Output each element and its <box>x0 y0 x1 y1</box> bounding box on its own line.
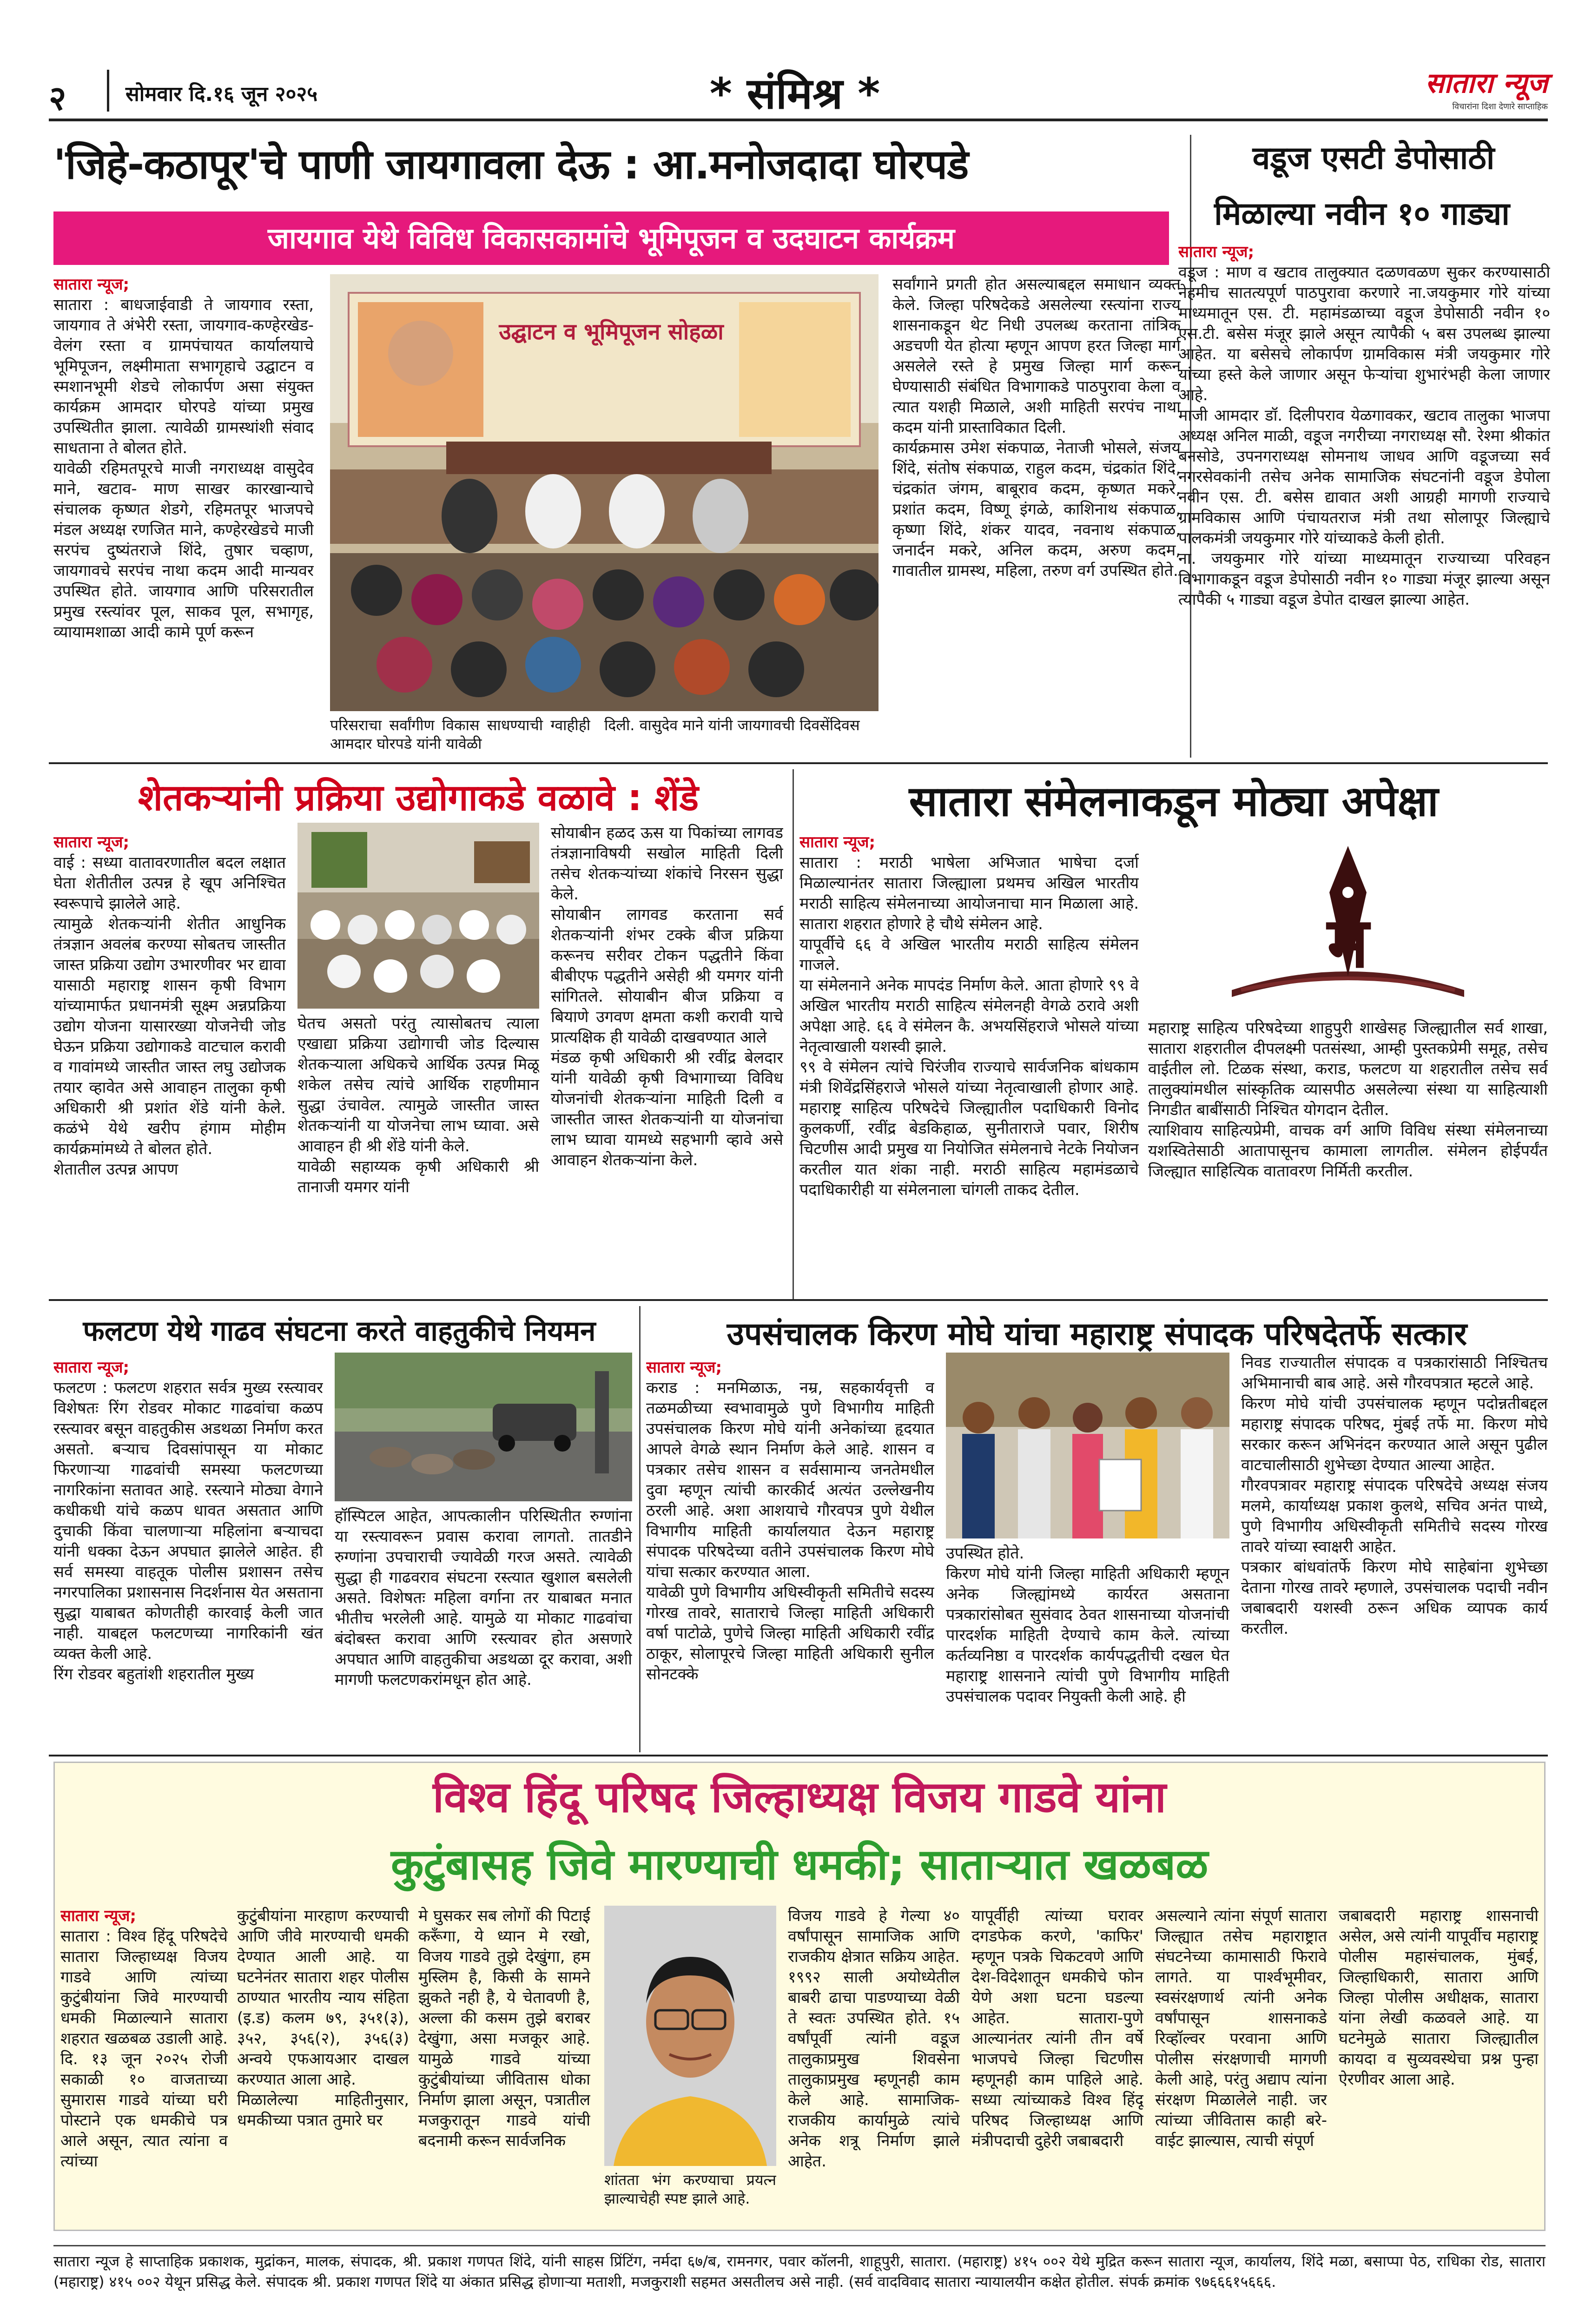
story1-byline: सातारा न्यूज; <box>53 275 130 294</box>
story4-headline: सातारा संमेलनाकडून मोठ्या अपेक्षा <box>909 777 1439 826</box>
story2-headline-2: मिळाल्या नवीन १० गाड्या <box>1214 196 1510 232</box>
story6-col3 <box>1241 1353 1548 1752</box>
story7-col3 <box>418 1906 590 2226</box>
section-title: * संमिश्र * <box>709 69 880 119</box>
story7-byline: सातारा न्यूज; <box>60 1907 137 1925</box>
story1-col1 <box>53 274 314 762</box>
farmers-meeting-drawing <box>297 823 539 1009</box>
story2-body-text: वडूज : माण व खटाव तालुक्यात दळणवळण सुकर करण्यासाठी नेहमीच सातत्यपूर्ण पाठपुरावा करणारे ना.जयकुमार गोरे यांच्या माध्यमातून एस. टी. महामंडळाच्या वडूज डेपोसाठी नवीन १० एस.टी. बसेस मंजूर झाले असून त्यापैकी ५ बस उपलब्ध झाल्या आहेत. या बसेसचे लोकार्पण ग्रामविकास मंत्री जयकुमार गोरे यांच्या हस्ते केले जाणार असून फेऱ्यांचा शुभारंभही केला जाणार आहे. माजी आमदार डॉ. दिलीपराव येळगावकर, खटाव तालुका भाजपा अध्यक्ष अनिल माळी, वडूज नगरीच्या नगराध्यक्ष सौ. रेश्मा श्रीकांत बनसोडे, उपनगराध्यक्ष सोमनाथ जाधव आणि वडूजच्या सर्व नगरसेवकांनी तसेच अनेक सामाजिक संघटनांनी वडूज डेपोला नवीन एस. टी. बसेस द्यावात अशी आग्रही मागणी राज्याचे ग्रामविकास आणि पंचायतराज मंत्री तथा सोलापूर जिल्ह्याचे पालकमंत्री जयकुमार गोरे यांच्याकडे केली होती. ना. जयकुमार गोरे यांच्या माध्यमातून राज्याच्या परिवहन विभागाकडून वडूज डेपोसाठी नवीन १० गाड्या मंजूर झाल्या असून त्यापैकी ५ गाड्या वडूज डेपोत दाखल झाल्या आहेत. <box>1178 263 1550 609</box>
story3-col1 <box>53 832 286 1301</box>
story6-col1-text: कराड : मनमिळाऊ, नम्र, सहकार्यवृत्ती व तळमळीच्या स्वभावामुळे पुणे विभागीय माहिती उपसंचालक किरण मोघे यांनी अनेकांच्या हृदयात आपले वेगळे स्थान निर्माण केले आहे. शासन व पत्रकार तसेच शासन व सर्वसामान्य जनतेमधील दुवा म्हणून त्यांची कारकीर्द अत्यंत उल्लेखनीय ठरली आहे. अशा आशयाचे गौरवपत्र पुणे येथील विभागीय माहिती कार्यालयात देऊन महाराष्ट्र संपादक परिषदेच्या वतीने उपसंचालक किरण मोघे यांचा सत्कार करण्यात आला. यावेळी पुणे विभागीय अधिस्वीकृती समितीचे सदस्य गोरख तावरे, साताराचे जिल्हा माहिती अधिकारी वर्षा पाटोळे, पुणेचे जिल्हा माहिती अधिकारी रवींद्र ठाकूर, सोलापूरचे जिल्हा माहिती अधिकारी सुनील सोनटक्के <box>646 1379 934 1684</box>
story3-byline: सातारा न्यूज; <box>53 833 130 852</box>
story6-byline: सातारा न्यूज; <box>646 1358 722 1377</box>
photo-banner-text: उद्घाटन व भूमिपूजन सोहळा <box>499 319 724 345</box>
felicitation-photo-drawing <box>946 1353 1229 1538</box>
story5-col1-text: फलटण : फलटण शहरात सर्वत्र मुख्य रस्त्यावर विशेषतः रिंग रोडवर मोकाट गाढवांचा कळप रस्त्यावर बसून वाहतुकीस अडथळा निर्माण करत असतो. बऱ्याच दिवसांपासून या मोकाट फिरणाऱ्या गाढवांची समस्या फलटणच्या नागरिकांना सतावत आहे. रस्त्याने मोठ्या वेगाने कधीकधी यांचे कळप धावत असतात आणि दुचाकी किंवा चालणाऱ्या महिलांना बऱ्याचदा यांनी धक्का देऊन अपघात झालेले आहेत. ही सर्व समस्या वाहतूक पोलीस प्रशासन तसेच नगरपालिका प्रशासनास निदर्शनास येत असताना सुद्धा याबाबत कोणतीही कारवाई केली जात नाही. याबद्दल फलटणच्या नागरिकांनी खंत व्यक्त केली आहे. रिंग रोडवर बहुतांशी शहरातील मुख्य <box>53 1379 323 1684</box>
story7-photo-caption: शांतता भंग करण्याचा प्रयत्न झाल्याचेही स्पष्ट झाले आहे. <box>604 2171 776 2207</box>
story7-col6 <box>1155 1906 1327 2226</box>
story1-caption-right: दिली. वासुदेव माने यांनी जायगावची दिवसेंदिवस <box>604 716 860 734</box>
story4-col1-text: सातारा : मराठी भाषेला अभिजात भाषेचा दर्जा मिळाल्यानंतर सातारा जिल्ह्याला प्रथमच अखिल भारतीय मराठी साहित्य संमेलनाच्या आयोजनाचा मान मिळाला आहे. सातारा शहरात होणारे हे चौथे संमेलन आहे. यापूर्वीचे ६६ वे अखिल भारतीय मराठी साहित्य संमेलन गाजले. या संमेलनाने अनेक मापदंड निर्माण केले. आता होणारे ९९ वे अखिल भारतीय मराठी साहित्य संमेलनही वेगळे ठरावे अशी अपेक्षा आहे. ६६ वे संमेलन कै. अभयसिंहराजे भोसले यांच्या नेतृत्वाखाली यशस्वी झाले. ९९ वे संमेलन त्यांचे चिरंजीव राज्याचे सार्वजनिक बांधकाम मंत्री शिवेंद्रसिंहराजे भोसले यांच्या नेतृत्वाखाली होणार आहे. महाराष्ट्र साहित्य परिषदेचे जिल्ह्यातील पदाधिकारी विनोद कुलकर्णी, रवींद्र बेडकिहाळ, सुनीताराजे पवार, शिरीष चिटणीस आदी प्रमुख या नियोजित संमेलनाचे नेटके नियोजन करतील यात शंका नाही. मराठी साहित्य महामंडळाचे पदाधिकारीही या संमेलनाला चांगली ताकद देतील. <box>799 853 1139 1199</box>
story1-caption-left: परिसराचा सर्वांगीण विकास साधण्याची ग्वाहीही आमदार घोरपडे यांनी यावेळी <box>330 716 590 753</box>
column-rule-2 <box>793 769 794 1299</box>
story7-col5 <box>971 1906 1143 2226</box>
story6-col2-text: उपस्थित होते. किरण मोघे यांनी जिल्हा माहिती अधिकारी म्हणून अनेक जिल्ह्यांमध्ये कार्यरत असताना पत्रकारांसोबत सुसंवाद ठेवत शासनाच्या योजनांची पारदर्शक माहिती देण्याचे काम केले. त्यांच्या कर्तव्यनिष्ठा व पारदर्शक कार्यपद्धतीची दखल घेत महाराष्ट्र शासनाने त्यांची पुणे विभागीय माहिती उपसंचालक पदावर नियुक्ती केली आहे. ही <box>946 1544 1229 1706</box>
masthead-rule <box>49 119 1548 121</box>
story7-headline-2: कुटुंबासह जिवे मारण्याची धमकी; साताऱ्यात खळबळ <box>390 1840 1209 1889</box>
section-rule-1 <box>49 762 1548 764</box>
logo-text: सातारा न्यूज <box>1425 67 1548 99</box>
story3-col3-text: सोयाबीन हळद ऊस या पिकांच्या लागवड तंत्रज्ञानाविषयी सखोल माहिती दिली तसेच शेतकऱ्यांच्या शंकांचे निरसन सुद्धा केले. सोयाबीन लागवड करताना सर्व शेतकऱ्यांनी शंभर टक्के बीज प्रक्रिया करूनच सरीवर टोकन पद्धतीने किंवा बीबीएफ पद्धतीने असेही श्री यमगर यांनी सांगितले. सोयाबीन बीज प्रक्रिया व बियाणे उगवण क्षमता कशी करावी याचे प्रात्यक्षिक ही यावेळी दाखवण्यात आले मंडळ कृषी अधिकारी श्री रवींद्र बेलदार यांनी यावेळी कृषी विभागाच्या विविध योजनांची शेतकऱ्यांना माहिती दिली व जास्तीत जास्त शेतकऱ्यांनी या योजनांचा लाभ घ्यावा यामध्ये सहभागी व्हावे असे आवाहन शेतकऱ्यांना केले. <box>551 824 783 1169</box>
logo-tagline: विचारांना दिशा देणारे साप्ताहिक <box>1452 102 1548 112</box>
story5-photo <box>335 1353 632 1501</box>
story6-col2 <box>946 1543 1229 1752</box>
story1-headline: 'जिहे-कठापूर'चे पाणी जायगावला देऊ : आ.मनोजदादा घोरपडे <box>53 140 969 188</box>
story7-col7-text: जबाबदारी महाराष्ट्र शासनाची असेल, असे त्यांनी यापूर्वीच महाराष्ट्र पोलीस महासंचालक, मुंबई, जिल्हाधिकारी, सातारा आणि जिल्हा पोलीस अधीक्षक, सातारा यांना लेखी कळवले आहे. या घटनेमुळे सातारा जिल्ह्यातील कायदा व सुव्यवस्थेचा प्रश्न पुन्हा ऐरणीवर आला आहे. <box>1339 1907 1539 2089</box>
story2-headline-1: वडूज एसटी डेपोसाठी <box>1252 140 1495 177</box>
story5-col2-text: हॉस्पिटल आहेत, आपत्कालीन परिस्थितीत रुग्णांना या रस्त्यावरून प्रवास करावा लागतो. तातडीने रुग्णांना उपचाराची ज्यावेळी गरज असते. त्यावेळी सुद्धा ही गाढवराव संघटना रस्त्यात खुशाल बसलेली असते. विशेषतः महिला वर्गाना तर याबाबत मनात भीतीच भरलेली आहे. यामुळे या मोकाट गाढवांचा बंदोबस्त करावा आणि रस्त्यावर होत असणारे अपघात आणि वाहतुकीचा अडथळा दूर करावा, अशी मागणी फलटणकरांमधून होत आहे. <box>335 1507 632 1689</box>
masthead <box>0 0 1592 121</box>
story6-headline: उपसंचालक किरण मोघे यांचा महाराष्ट्र संपादक परिषदेतर्फे सत्कार <box>727 1316 1467 1353</box>
story1-col1-text: सातारा : बाधजाईवाडी ते जायगाव रस्ता, जायगाव ते अंभेरी रस्ता, जायगाव-कण्हेरखेड- वेलंग रस्ता व ग्रामपंचायत कार्यालयाचे भूमिपूजन, लक्ष्मीमाता सभागृहाचे उद्घाटन व स्मशानभूमी शेडचे लोकार्पण असा संयुक्त कार्यक्रम आमदार घोरपडे यांच्या प्रमुख उपस्थितीत झाला. त्यावेळी ग्रामस्थांशी संवाद साधताना ते बोलत होते. यावेळी रहिमतपूरचे माजी नगराध्यक्ष वासुदेव माने, खटाव- माण साखर कारखान्याचे संचालक कृष्णत शेडगे, रहिमतपूर भाजपचे मंडल अध्यक्ष रणजित माने, कण्हेरखेडचे माजी सरपंच दुष्यंतराजे शिंदे, तुषार चव्हाण, जायगावचे सरपंच नाथा कदम आदी मान्यवर उपस्थित होते. जायगाव आणि परिसरातील प्रमुख रस्त्यांवर पूल, साकव पूल, सभागृह, व्यायामशाळा आदी कामे पूर्ण करून <box>53 296 314 641</box>
sahitya-logo <box>1148 837 1548 1013</box>
issue-date: सोमवार दि.१६ जून २०२५ <box>126 82 318 106</box>
donkeys-on-road-drawing <box>335 1353 632 1501</box>
story3-col3 <box>551 823 783 1301</box>
story1-photo <box>330 274 879 711</box>
story2-body <box>1178 242 1550 762</box>
story7-col6-text: असल्याने त्यांना संपूर्ण सातारा जिल्ह्यात तसेच महाराष्ट्रात संघटनेच्या कामासाठी फिरावे लागते. या पार्श्वभूमीवर, स्वसंरक्षणार्थ त्यांनी अनेक वर्षांपासून शासनाकडे रिव्हॉल्वर परवाना आणि पोलीस संरक्षणाची मागणी केली आहे, परंतु अद्याप त्यांना संरक्षण मिळालेले नाही. जर त्यांच्या जीवितास काही बरे-वाईट झाल्यास, त्याची संपूर्ण <box>1155 1907 1327 2150</box>
section-rule-3 <box>49 1755 1548 1756</box>
story6-photo <box>946 1353 1229 1538</box>
story5-col2 <box>335 1506 632 1752</box>
story4-col2 <box>1148 1018 1548 1301</box>
story3-photo <box>297 823 539 1009</box>
story3-col1-text: वाई : सध्या वातावरणातील बदल लक्षात घेता शेतीतील उत्पन्न हे खूप अनिश्चित स्वरूपाचे झालेले आहे. त्यामुळे शेतकऱ्यांनी शेतीत आधुनिक तंत्रज्ञान अवलंब करण्या सोबतच जास्तीत जास्त प्रक्रिया उद्योग उभारणीवर भर द्यावा यासाठी महाराष्ट्र शासन कृषी विभाग यांच्यामार्फत प्रधानमंत्री सूक्ष्म अन्नप्रक्रिया उद्योग योजना यासारख्या योजनेची जोड घेऊन प्रक्रिया उद्योगाकडे वाटचाल करावी व गावांमध्ये जास्तीत जास्त लघु उद्योजक तयार व्हावेत असे आवाहन तालुका कृषी अधिकारी श्री प्रशांत शेंडे यांनी केले. कळंभे येथे खरीप हंगाम मोहीम कार्यक्रमांमध्ये ते बोलत होते. शेतातील उत्पन्न आपण <box>53 853 286 1179</box>
vijay-gadve-portrait <box>604 1906 776 2166</box>
logo <box>1334 63 1548 112</box>
story4-col1 <box>799 832 1139 1301</box>
story5-byline: सातारा न्यूज; <box>53 1358 130 1377</box>
story7-col1 <box>60 1906 228 2226</box>
story6-col3-text: निवड राज्यातील संपादक व पत्रकारांसाठी निश्चितच अभिमानाची बाब आहे. असे गौरवपत्रात म्हटले आहे. किरण मोघे यांची उपसंचालक म्हणून पदोन्नतीबद्दल महाराष्ट्र संपादक परिषद, मुंबई तर्फे मा. किरण मोघे सरकार करून अभिनंदन करण्यात आले असून पुढील वाटचालीसाठी शुभेच्छा देण्यात आल्या आहेत. गौरवपत्रावर महाराष्ट्र संपादक परिषदेचे अध्यक्ष संजय मलमे, कार्याध्यक्ष प्रकाश कुलथे, सचिव अनंत पाध्ये, पुणे विभागीय अधिस्वीकृती समितीचे सदस्य गोरख तावरे यांच्या स्वाक्षरी आहेत. पत्रकार बांधवांतर्फे किरण मोघे साहेबांना शुभेच्छा देताना गोरख तावरे म्हणाले, उपसंचालक पदाची नवीन जबाबदारी यशस्वी ठरून अधिक व्यापक कार्य करतील. <box>1241 1353 1548 1638</box>
logo-letter: म <box>1327 903 1369 984</box>
story7-col4-text: विजय गाडवे हे गेल्या ४० वर्षांपासून सामाजिक आणि राजकीय क्षेत्रात सक्रिय आहेत. १९९२ साली अयोध्येतील बाबरी ढाचा पाडण्याच्या वेळी ते स्वतः उपस्थित होते. १५ वर्षांपूर्वी त्यांनी वडूज तालुकाप्रमुख शिवसेना तालुकाप्रमुख म्हणूनही काम केले आहे. सामाजिक-राजकीय कार्यामुळे त्यांचे अनेक शत्रू निर्माण झाले आहेत. <box>788 1907 960 2171</box>
story7-headline-1: विश्व हिंदू परिषद जिल्हाध्यक्ष विजय गाडवे यांना <box>433 1772 1166 1822</box>
story1-subhead: जायगाव येथे विविध विकासकामांचे भूमिपूजन व उदघाटन कार्यक्रम <box>53 211 1169 265</box>
section-rule-2 <box>49 1299 1548 1301</box>
story5-col1 <box>53 1357 323 1752</box>
story7-col2-text: कुटुंबीयांना मारहाण करण्याची आणि जीवे मारण्याची धमकी देण्यात आली आहे. या घटनेनंतर सातारा शहर पोलीस ठाण्यात भारतीय न्याय संहिता (इ.ड) कलम ७९, ३५१(३), ३५२, ३५६(२), ३५६(३) अन्वये एफआयआर दाखल करण्यात आला आहे. मिळालेल्या माहितीनुसार, धमकीच्या पत्रात तुमारे घर <box>237 1907 409 2130</box>
story3-col2 <box>297 1013 539 1301</box>
story6-col1 <box>646 1357 934 1752</box>
story7-col5-text: यापूर्वीही त्यांच्या घरावर दगडफेक करणे, 'काफिर' म्हणून पत्रके चिकटवणे आणि देश-विदेशातून धमकीचे फोन येणे अशा घटना घडल्या आहेत. सातारा-पुणे आल्यानंतर त्यांनी तीन वर्षे भाजपचे जिल्हा चिटणीस म्हणूनही काम पाहिले आहे. सध्या त्यांच्याकडे विश्व हिंदू परिषद जिल्हाध्यक्ष आणि मंत्रीपदाची दुहेरी जबाबदारी <box>971 1907 1143 2150</box>
story1-col2 <box>892 274 1181 762</box>
story4-col2-text: महाराष्ट्र साहित्य परिषदेच्या शाहुपुरी शाखेसह जिल्ह्यातील सर्व शाखा, सातारा शहरातील दीपलक्ष्मी पतसंस्था, आम्ही पुस्तकप्रेमी समूह, तसेच वाईतील लो. टिळक संस्था, कराड, फलटण या शहरातील तसेच सर्व तालुक्यांमधील सांस्कृतिक व्यासपीठ असलेल्या संस्था या साहित्याशी निगडीत बाबींसाठी निश्चित योगदान देतील. त्याशिवाय साहित्यप्रेमी, वाचक वर्ग आणि विविध संस्था संमेलनाच्या यशस्वितेसाठी आतापासूनच कामाला लागतील. संमेलन होईपर्यंत जिल्ह्यात साहित्यिक वातावरण निर्मिती करतील. <box>1148 1019 1548 1181</box>
story3-headline: शेतकऱ्यांनी प्रक्रिया उद्योगाकडे वळावे : शेंडे <box>138 777 699 819</box>
story7-col4 <box>788 1906 960 2226</box>
story2-byline: सातारा न्यूज; <box>1178 243 1255 261</box>
story7-col2 <box>237 1906 409 2226</box>
story7-col7 <box>1339 1906 1539 2226</box>
story7-col3-text: मे घुसकर सब लोगों की पिटाई करूँगा, ये ध्यान मे रखो, विजय गाडवे तुझे देखुंगा, हम मुस्लिम है, किसी के सामने झुकते नही है, ये चेतावणी है, अल्ला की कसम तुझे बराबर देखुंगा, असा मजकूर आहे. यामुळे गाडवे यांच्या कुटुंबीयांच्या जीवितास धोका निर्माण झाला असून, पत्रातील मजकुरातून गाडवे यांची बदनामी करून सार्वजनिक <box>418 1907 590 2150</box>
imprint-marathi: सातारा न्यूज हे साप्ताहिक प्रकाशक, मुद्रांकन, मालक, संपादक, श्री. प्रकाश गणपत शिंदे, यांनी साहस प्रिंटिंग, नर्मदा ६७/ब, रामनगर, पवार कॉलनी, शाहूपुरी, सातारा. (महाराष्ट्र) ४१५ ००२ येथे मुद्रित करून सातारा न्यूज, कार्यालय, शिंदे मळा, बसाप्पा पेठ, राधिका रोड, सातारा (महाराष्ट्र) ४१५ ००२ येथून प्रसिद्ध केले. संपादक श्री. प्रकाश गणपत शिंदे या अंकात प्रसिद्ध होणाऱ्या मताशी, मजकुराशी सहमत असतीलच असे नाही. (सर्व वादविवाद सातारा न्यायालयीन कक्षेत होतील. संपर्क क्रमांक ९७६६६१५६६६. <box>53 2245 1546 2319</box>
story3-col2-text: घेतच असतो परंतु त्यासोबतच त्याला एखाद्या प्रक्रिया उद्योगाची जोड दिल्यास शेतकऱ्याला अधिकचे आर्थिक उत्पन्न मिळू शकेल तसेच त्यांचे आर्थिक राहणीमान सुद्धा उंचावेल. त्यामुळे जास्तीत जास्त शेतकऱ्यांनी या योजनेचा लाभ घ्यावा. असे आवाहन ही श्री शेंडे यांनी केले. यावेळी सहाय्यक कृषी अधिकारी श्री तानाजी यमगर यांनी <box>297 1014 539 1196</box>
page-number: २ <box>49 79 66 118</box>
story5-headline: फलटण येथे गाढव संघटना करते वाहतुकीचे नियमन <box>83 1315 596 1347</box>
story1-col2-text: सर्वांगाने प्रगती होत असल्याबद्दल समाधान व्यक्त केले. जिल्हा परिषदेकडे असलेल्या रस्त्यांना राज्य शासनाकडून थेट निधी उपलब्ध करताना तांत्रिक अडचणी येत होत्या म्हणून आपण हरत जिल्हा मार्ग असलेले रस्ते हे प्रमुख जिल्हा मार्ग करून घेण्यासाठी संबंधित विभागाकडे पाठपुरावा केला व त्यात यशही मिळाले, अशी माहिती सरपंच नाथा कदम यांनी प्रास्ताविकात दिली. कार्यक्रमास उमेश संकपाळ, नेताजी भोसले, संजय शिंदे, संतोष संकपाळ, राहुल कदम, चंद्रकांत शिंदे, चंद्रकांत जंगम, बाबूराव कदम, कृष्णत मकरे, प्रशांत कदम, विष्णू इंगळे, काशिनाथ संकपाळ, कृष्णा शिंदे, शंकर यादव, नवनाथ संकपाळ, जनार्दन मकरे, अनिल कदम, अरुण कदम, गावातील ग्रामस्थ, महिला, तरुण वर्ग उपस्थित होते. <box>892 275 1181 580</box>
story7-portrait <box>604 1906 776 2166</box>
story7-col1-text: सातारा : विश्व हिंदू परिषदेचे सातारा जिल्हाध्यक्ष विजय गाडवे आणि त्यांच्या कुटुंबीयांना जिवे मारण्याची धमकी मिळाल्याने सातारा शहरात खळबळ उडाली आहे. दि. १३ जून २०२५ रोजी सकाळी १० वाजताच्या सुमारास गाडवे यांच्या घरी पोस्टाने एक धमकीचे पत्र आले असून, त्यात त्यांना व त्यांच्या <box>60 1927 228 2171</box>
story4-byline: सातारा न्यूज; <box>799 833 876 852</box>
masthead-divider <box>107 70 109 112</box>
column-rule-3 <box>639 1306 641 1752</box>
